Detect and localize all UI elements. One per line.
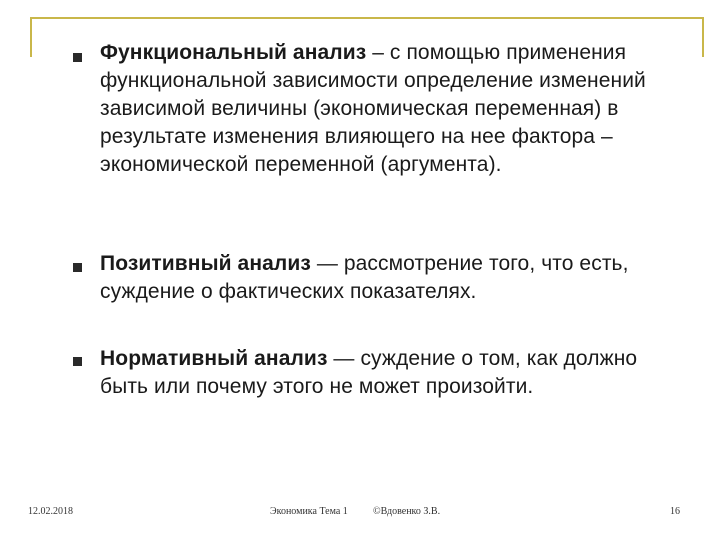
bullet-text bbox=[100, 250, 660, 306]
bullet-definition: — суждение о том, как должно быть или почему этого не может произойти. bbox=[100, 347, 638, 398]
frame-top-rule bbox=[30, 17, 704, 19]
footer-author: ©Вдовенко З.В. bbox=[373, 506, 441, 517]
footer-page-number: 16 bbox=[670, 506, 680, 517]
bullet-term: Функциональный анализ bbox=[100, 41, 367, 64]
square-bullet-icon bbox=[73, 263, 82, 272]
frame-left-rule bbox=[30, 17, 32, 57]
footer-date: 12.02.2018 bbox=[28, 506, 73, 517]
bullet-definition: – с помощью применения функциональной зависимости определение изменений зависимой величины (экономическая переменная) в результате изменения влияющего на нее фактора – экономической переменной (аргумента). bbox=[100, 41, 646, 176]
bullet-term: Нормативный анализ bbox=[100, 347, 328, 370]
bullet-definition: — рассмотрение того, что есть, суждение о фактических показателях. bbox=[100, 252, 629, 303]
square-bullet-icon bbox=[73, 53, 82, 62]
bullet-text bbox=[100, 345, 660, 401]
square-bullet-icon bbox=[73, 357, 82, 366]
bullet-text bbox=[100, 39, 660, 179]
bullet-term: Позитивный анализ bbox=[100, 252, 311, 275]
footer-title: Экономика Тема 1 bbox=[270, 506, 348, 517]
frame-right-rule bbox=[702, 17, 704, 57]
